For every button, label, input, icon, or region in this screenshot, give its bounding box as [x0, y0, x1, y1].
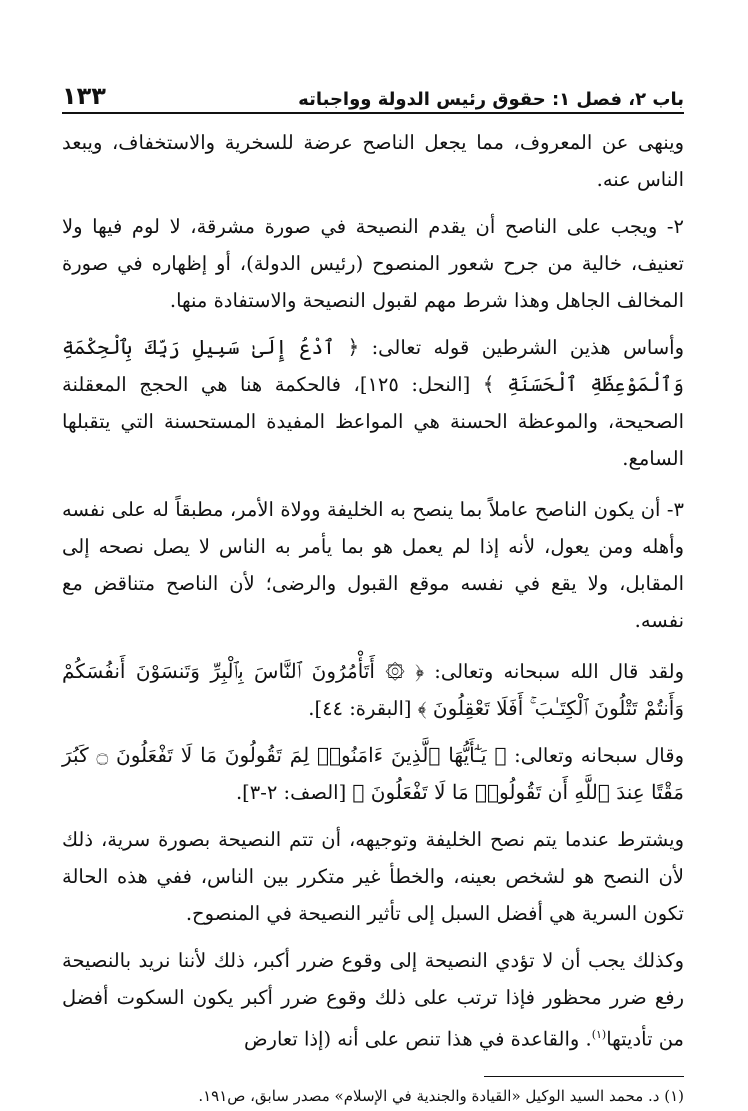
footnote: (١) د. محمد السيد الوكيل «القيادة والجندية في الإسلام» مصدر سابق، ص١٩١.	[198, 1086, 684, 1105]
footnote-marker: (١)	[591, 1028, 607, 1041]
paragraph-3-intro: وأساس هذين الشرطين قوله تعالى:	[359, 336, 684, 359]
footnote-separator	[484, 1076, 684, 1077]
quran-verse-saff: ﴿ يَـٰٓأَيُّهَا ٱلَّذِينَ ءَامَنُوا۟ لِمَ تَقُولُونَ مَا لَا تَفْعَلُونَ ۝ كَبُرَ مَقْتًا عِندَ ٱللَّهِ أَن تَقُولُوا۟ مَا لَا تَفْعَلُونَ ﴾	[62, 743, 684, 804]
paragraph-5-intro: ولقد قال الله سبحانه وتعالى:	[424, 660, 684, 683]
paragraph-8-text: وكذلك يجب أن لا تؤدي النصيحة إلى وقوع ضرر أكبر، ذلك لأننا نريد بالنصيحة رفع ضرر محظور فإذا ترتب على ذلك وقوع ضرر أكبر يكون السكوت أفضل من تأديتها	[62, 949, 684, 1051]
paragraph-4: ٣- أن يكون الناصح عاملاً بما ينصح به الخليفة وولاة الأمر، مطبقاً له على نفسه وأهله ومن يعول، لأنه إذا لم يعمل هو بما يأمر به الناس لا يصل نصحه إلى المقابل، ولا يقع في نفسه موقع القبول والرضى؛ لأن الناصح متناقض مع نفسه.	[62, 498, 684, 632]
paragraph-3	[62, 329, 684, 477]
quran-verse-nahl: ﴿ ٱدْعُ إِلَىٰ سَبِيلِ رَبِّكَ بِٱلْحِكْمَةِ وَٱلْمَوْعِظَةِ ٱلْحَسَنَةِ ﴾	[62, 335, 684, 396]
paragraph-1: وينهى عن المعروف، مما يجعل الناصح عرضة للسخرية والاستخفاف، ويبعد الناس عنه.	[62, 131, 684, 191]
paragraph-5-ref: [البقرة: ٤٤].	[308, 697, 418, 720]
running-header	[62, 70, 684, 114]
paragraph-8	[62, 942, 684, 1058]
paragraph-2: ٢- ويجب على الناصح أن يقدم النصيحة في صورة مشرقة، لا لوم فيها ولا تعنيف، خالية من جرح شعور المنصوح (رئيس الدولة)، أو إظهاره في صورة المخالف الجاهل وهذا شرط مهم لقبول النصيحة والاستفادة منها.	[62, 215, 684, 312]
paragraph-6-intro: وقال سبحانه وتعالى:	[506, 744, 684, 767]
body-text	[62, 124, 684, 1058]
chapter-title: باب ٢، فصل ١: حقوق رئيس الدولة وواجباته	[298, 89, 684, 110]
paragraph-5	[62, 653, 684, 727]
paragraph-7: ويشترط عندما يتم نصح الخليفة وتوجيهه، أن تتم النصيحة بصورة سرية، ذلك لأن النصح هو لشخص بعينه، والخطأ غير متكرر بين الناس، ففي هذه الحالة تكون السرية هي أفضل السبل إلى تأثير النصيحة في المنصوح.	[62, 828, 684, 925]
quran-verse-baqara: ﴿ ۞ أَتَأْمُرُونَ ٱلنَّاسَ بِٱلْبِرِّ وَتَنسَوْنَ أَنفُسَكُمْ وَأَنتُمْ تَتْلُونَ ٱلْكِتَـٰبَ ۚ أَفَلَا تَعْقِلُونَ ﴾	[62, 659, 684, 720]
paragraph-3-rest: [النحل: ١٢٥]، فالحكمة هنا هي الحجج المعقلنة الصحيحة، والموعظة الحسنة هي المواعظ المفيدة المستحسنة التي يتقبلها السامع.	[62, 373, 684, 470]
page-number: ١٣٣	[62, 82, 106, 110]
paragraph-6-ref: [الصف: ٢-٣].	[235, 781, 353, 804]
paragraph-6	[62, 737, 684, 811]
book-page	[62, 70, 684, 1111]
paragraph-8-rest: . والقاعدة في هذا تنص على أنه (إذا تعارض	[243, 1027, 592, 1051]
